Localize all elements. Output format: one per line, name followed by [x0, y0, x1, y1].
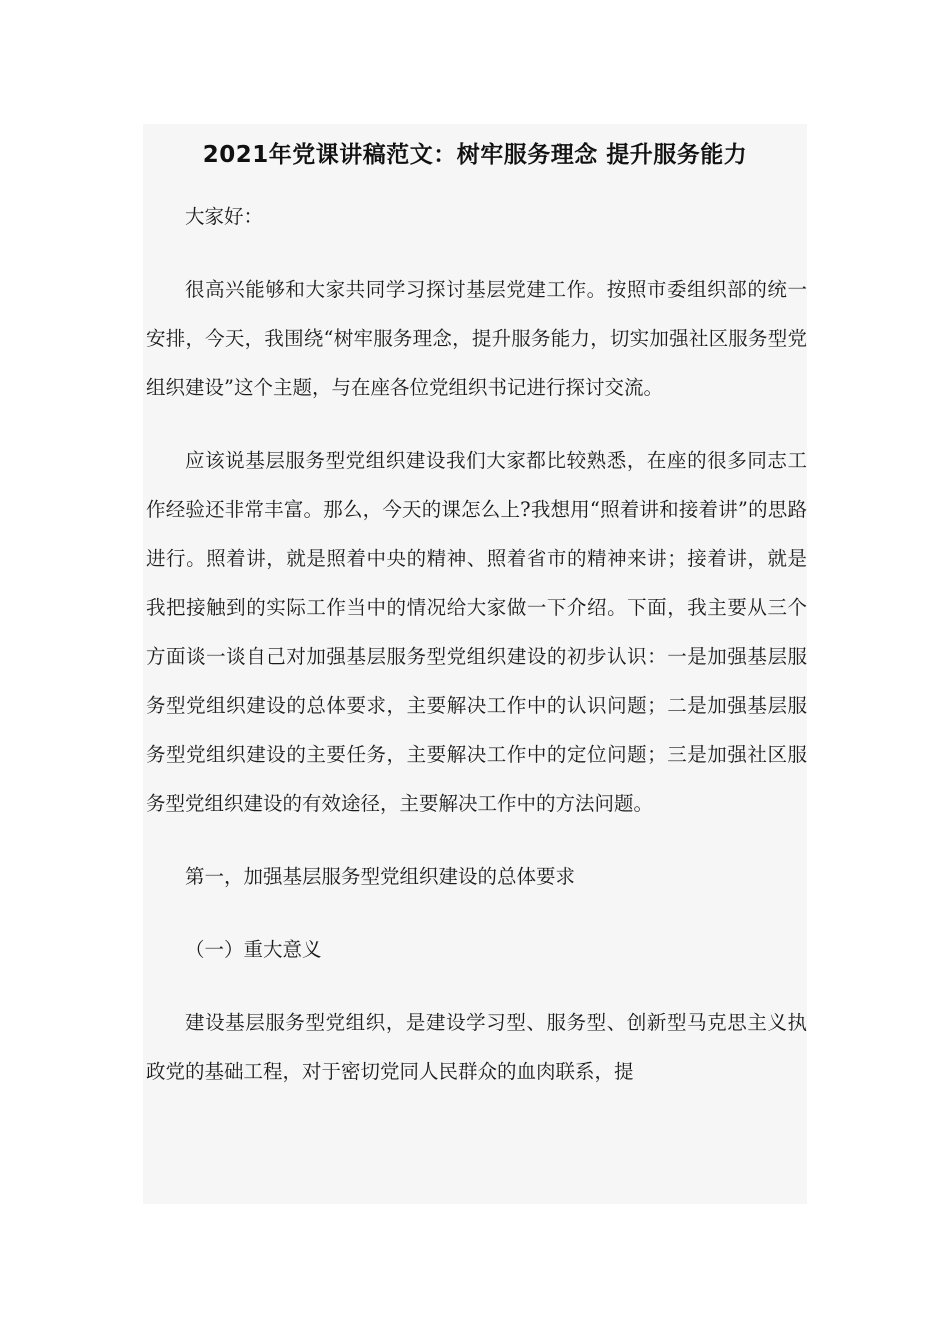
document-title: 2021年党课讲稿范文：树牢服务理念 提升服务能力 [202, 142, 748, 168]
body-paragraph-1: 很高兴能够和大家共同学习探讨基层党建工作。按照市委组织部的统一安排，今天，我围绕“树牢服务理念，提升服务能力，切实加强社区服务型党组织建设”这个主题，与在座各位党组织书记进行探讨交流。 [146, 278, 807, 399]
greeting-paragraph: 大家好： [185, 205, 264, 228]
section-heading-1: 第一，加强基层服务型党组织建设的总体要求 [185, 865, 576, 888]
subsection-heading-1: （一）重大意义 [185, 938, 322, 961]
body-paragraph-3: 建设基层服务型党组织，是建设学习型、服务型、创新型马克思主义执政党的基础工程，对于密切党同人民群众的血肉联系，提 [146, 1011, 807, 1083]
body-paragraph-2: 应该说基层服务型党组织建设我们大家都比较熟悉，在座的很多同志工作经验还非常丰富。那么，今天的课怎么上?我想用“照着讲和接着讲”的思路进行。照着讲，就是照着中央的精神、照着省市的精神来讲；接着讲，就是我把接触到的实际工作当中的情况给大家做一下介绍。下面，我主要从三个方面谈一谈自己对加强基层服务型党组织建设的初步认识：一是加强基层服务型党组织建设的总体要求，主要解决工作中的认识问题；二是加强基层服务型党组织建设的主要任务，主要解决工作中的定位问题；三是加强社区服务型党组织建设的有效途径，主要解决工作中的方法问题。 [146, 449, 807, 815]
document-page [143, 124, 807, 1204]
